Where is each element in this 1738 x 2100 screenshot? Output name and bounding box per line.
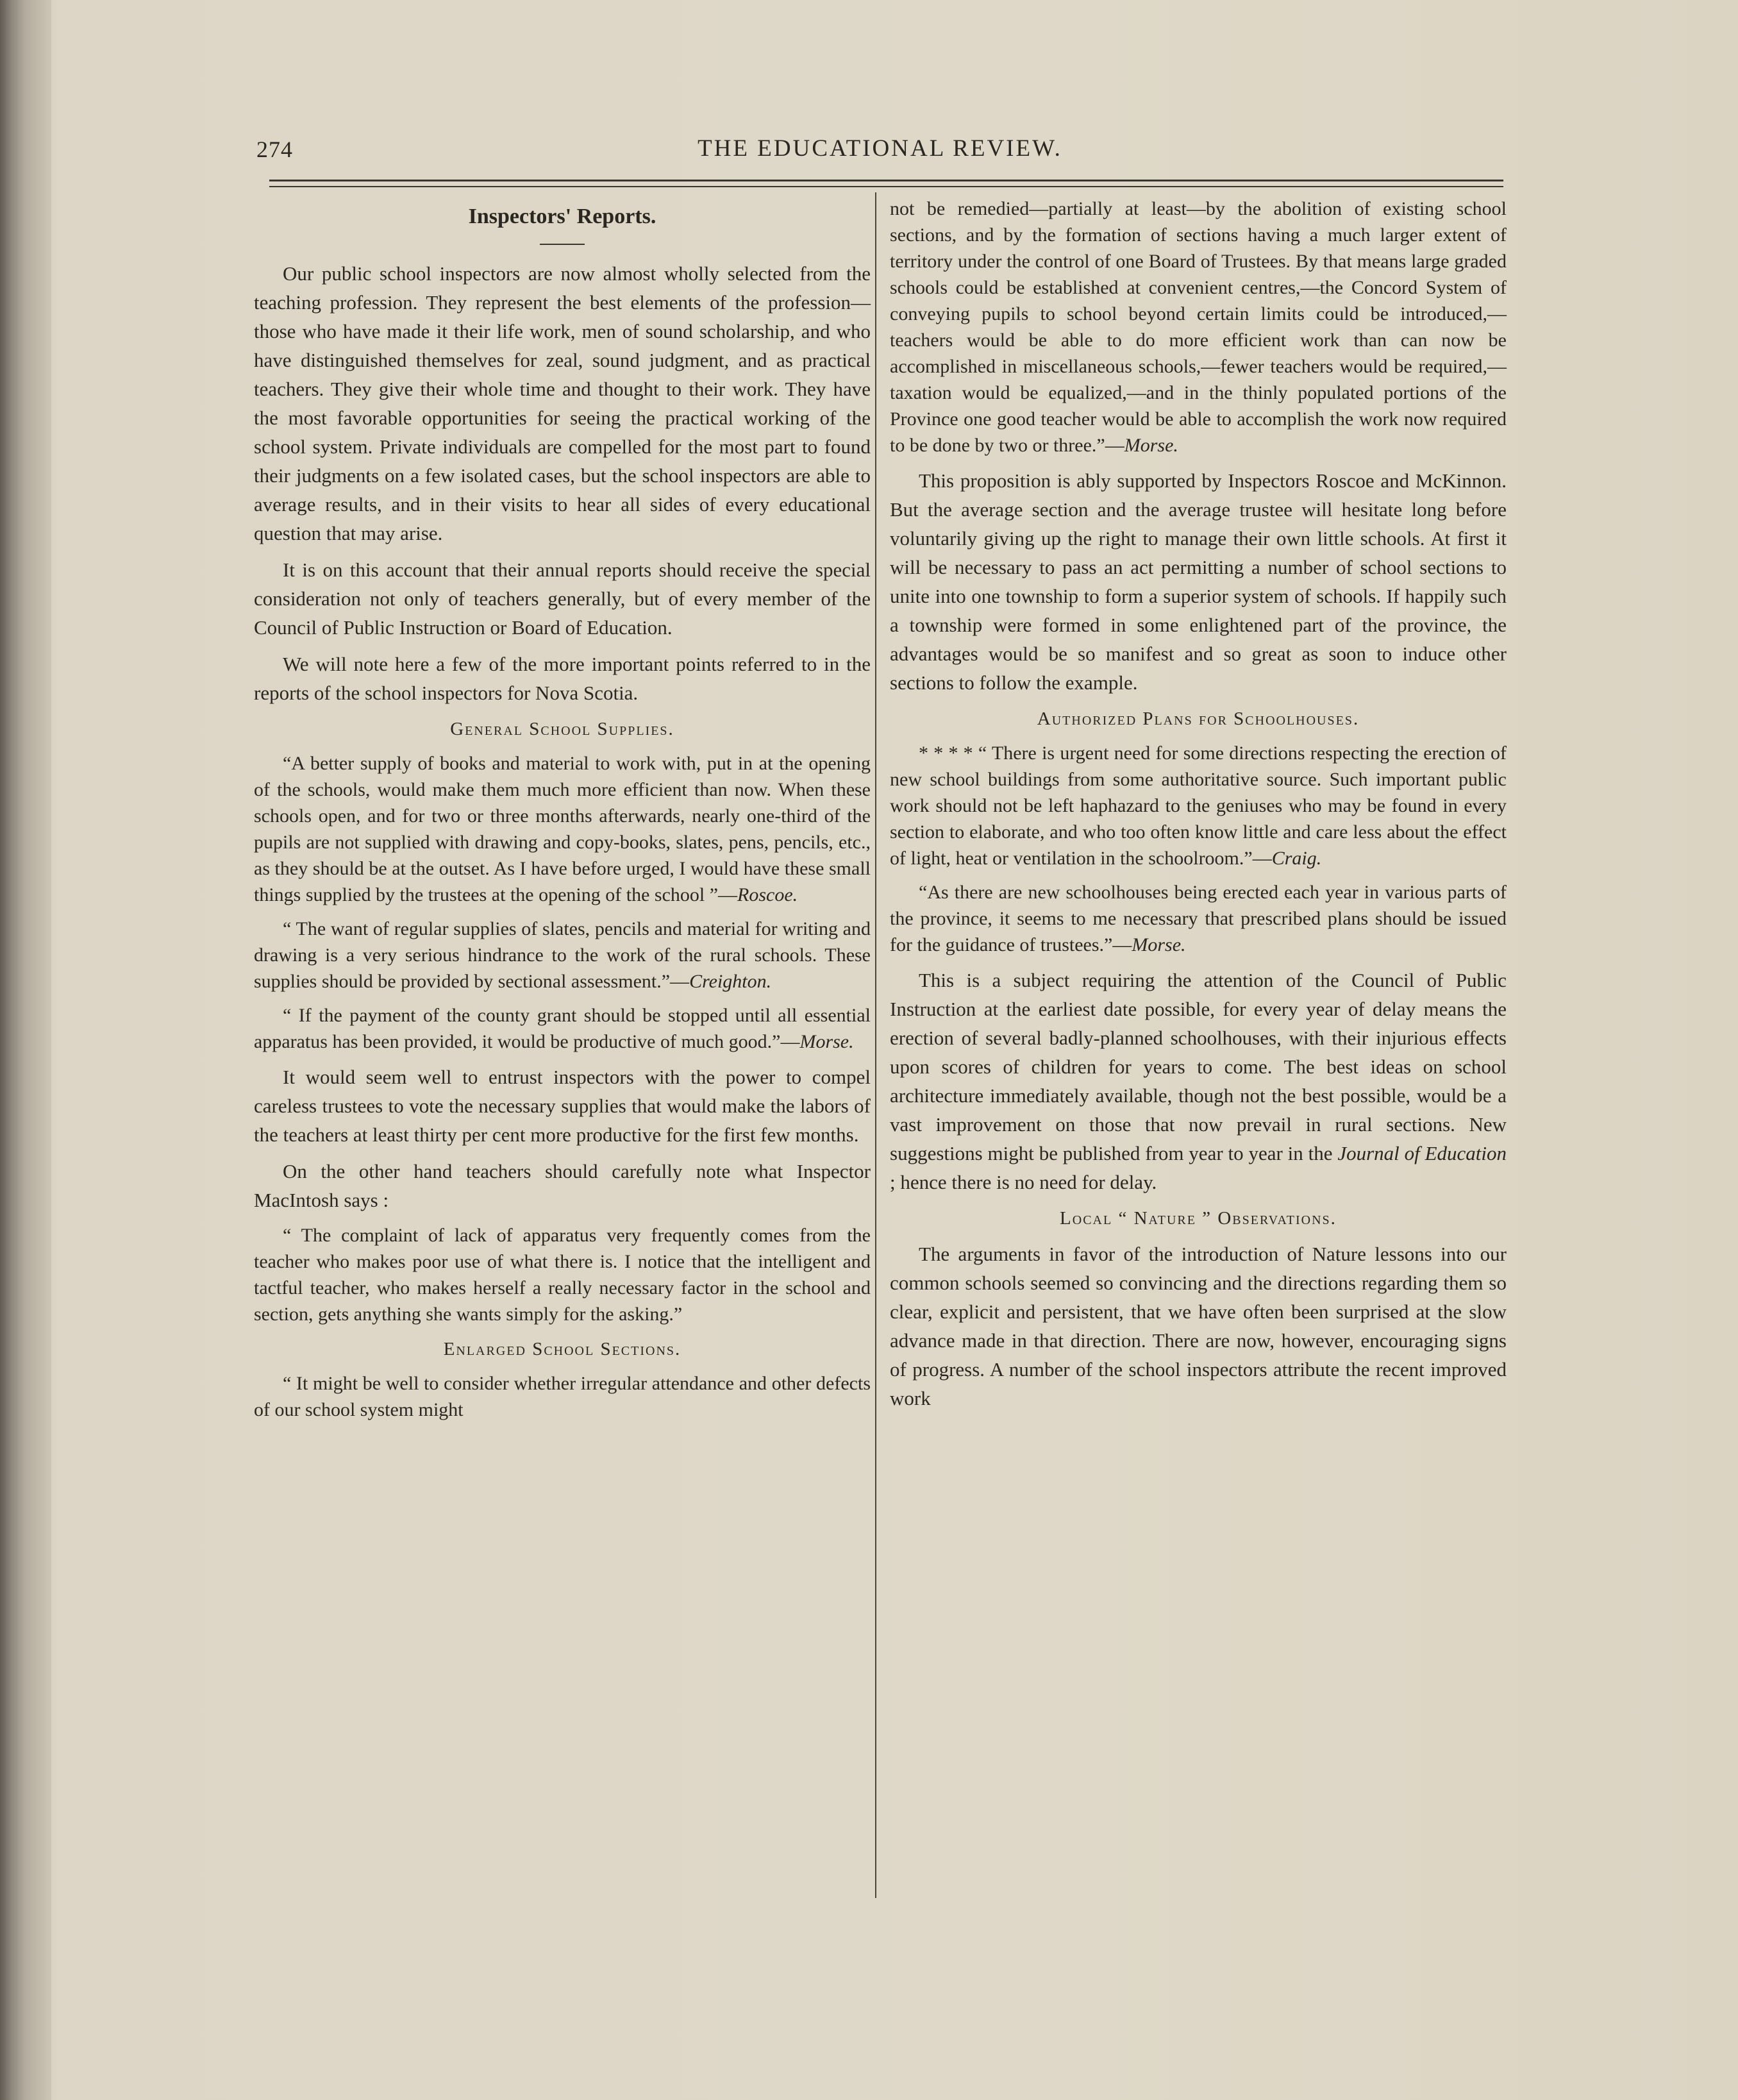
journal-of-education: Journal of Education — [1337, 1142, 1507, 1164]
paragraph-annual-reports: It is on this account that their annual reports should receive the special consideration not only of teachers generally, but of every member of the Council of Public Instruction or Board of Education. — [254, 559, 871, 639]
page-header — [256, 128, 1503, 173]
heading-authorized-plans: Authorized Plans for Schoolhouses. — [1037, 709, 1360, 729]
quote-morse-sections-continued — [890, 196, 1507, 458]
right-column — [890, 196, 1507, 1895]
quote-morse-grant — [254, 1002, 871, 1055]
left-column — [254, 196, 871, 1895]
quote-morse-sections-start: “ It might be well to consider whether irregular attendance and other defects of our school system might — [254, 1373, 871, 1420]
paragraph-entrust-inspectors: It would seem well to entrust inspectors with the power to compel careless trustees to vote the necessary supplies that would make the labors of the teachers at least thirty per cent more productive for the first few months. — [254, 1066, 871, 1146]
paragraph-council-text: This is a subject requiring the attention of the Council of Public Instruction at the earliest date possible, for every year of delay means the erection of several badly-planned schoolhouses, with their injurious effects upon scores of children for years to come. The best ideas on school architecture immediately available, though not the best possible, would be a vast improvement on those that now prevail in rural sections. New suggestions might be published from year to year in the — [890, 969, 1507, 1164]
quote-morse-sections-text: not be remedied—partially at least—by the abolition of existing school sections, and by the formation of sections having a much larger extent of territory under the control of one Board of Trustees. By that means large graded schools could be established at convenient centres,—the Concord System of conveying pupils to school beyond certain limits could be introduced,—teachers would be able to do more efficient work than can now be accomplished in miscellaneous schools,—fewer teachers would be required,—taxation would be equalized,—and in the thinly populated portions of the Province one good teacher would be able to accomplish the work now required to be done by two or three.”— — [890, 198, 1507, 456]
paragraph-proposition: This proposition is ably supported by Inspectors Roscoe and McKinnon. But the average section and the average trustee will hesitate long before voluntarily giving up the right to manage their own little schools. At first it will be necessary to pass an act permitting a number of school sections to unite into one township to form a superior system of schools. If happily such a township were formed in some enlightened part of the province, the advantages would be so manifest and so great as soon to induce other sections to follow the example. — [890, 469, 1507, 694]
quote-morse-grant-text: “ If the payment of the county grant should be stopped until all essential apparatus has been provided, it would be productive of much good.”— — [254, 1005, 871, 1052]
paragraph-points: We will note here a few of the more important points referred to in the reports of the school inspectors for Nova Scotia. — [254, 653, 871, 704]
quote-morse-grant-author: Morse. — [799, 1031, 854, 1052]
heading-general-school-supplies: General School Supplies. — [450, 719, 674, 739]
heading-nature-observations: Local “ Nature ” Observations. — [1060, 1208, 1337, 1229]
quote-creighton — [254, 916, 871, 995]
header-rule-top — [269, 180, 1503, 181]
quote-craig-text: * * * * “ There is urgent need for some directions respecting the erection of new school buildings from some authoritative source. Such important public work should not be left haphazard to the geniuses who may be found in every section to elaborate, and who too often know little and care less about the effect of light, heat or ventilation in the schoolroom.”— — [890, 743, 1507, 869]
quote-craig — [890, 740, 1507, 871]
title-divider — [540, 244, 585, 245]
quote-creighton-author: Creighton. — [689, 971, 772, 992]
quote-morse-plans-text: “As there are new schoolhouses being erected each year in various parts of the province, it seems to me necessary that prescribed plans should be issued for the guidance of trustees.”— — [890, 882, 1507, 955]
quote-macintosh: “ The complaint of lack of apparatus very frequently comes from the teacher who makes poor use of what there is. I notice that the intelligent and tactful teacher, who makes herself a really necessary factor in the school and section, gets anything she wants simply for the asking.” — [254, 1225, 871, 1325]
paragraph-nature-lessons: The arguments in favor of the introduction of Nature lessons into our common schools seemed so convincing and the directions regarding them so clear, explicit and persistent, that we have often been surprised at the slow advance made in that direction. There are now, however, encouraging signs of progress. A number of the school inspectors attribute the recent improved work — [890, 1243, 1507, 1409]
running-title: THE EDUCATIONAL REVIEW. — [698, 135, 1062, 162]
column-divider — [875, 192, 876, 1898]
quote-roscoe-text: “A better supply of books and material to work with, put in at the opening of the schools, would make them much more efficient than now. When these schools open, and for two or three months afterwards, nearly one-third of the pupils are not supplied with drawing and copy-books, slates, pens, pencils, etc., as they should be at the outset. As I have before urged, I would have these small things supplied by the trustees at the opening of the school ”— — [254, 753, 871, 905]
quote-creighton-text: “ The want of regular supplies of slates, pencils and material for writing and drawing is a very serious hindrance to the work of the rural schools. These supplies should be provided by sectional assessment.”— — [254, 918, 871, 992]
quote-craig-author: Craig. — [1271, 848, 1322, 869]
quote-morse-sections-author: Morse. — [1124, 435, 1178, 456]
article-title: Inspectors' Reports. — [468, 205, 656, 228]
paragraph-council-end: ; hence there is no need for delay. — [890, 1171, 1157, 1193]
book-binding-edge — [0, 0, 51, 2100]
paragraph-macintosh: On the other hand teachers should carefully note what Inspector MacIntosh says : — [254, 1160, 871, 1211]
quote-roscoe — [254, 750, 871, 908]
page-number: 274 — [256, 137, 293, 162]
paragraph-intro: Our public school inspectors are now almost wholly selected from the teaching profession. They represent the best elements of the profession—those who have made it their life work, men of sound scholarship, and who have distinguished themselves for zeal, sound judgment, and as practical teachers. They give their whole time and thought to their work. They have the most favorable opportunities for seeing the practical working of the school system. Private individuals are compelled for the most part to found their judgments on a few isolated cases, but the school inspectors are able to average results, and in their visits to hear all sides of every educational question that may arise. — [254, 262, 871, 544]
quote-morse-plans-author: Morse. — [1132, 934, 1186, 955]
quote-roscoe-author: Roscoe. — [737, 884, 798, 905]
header-rule-bottom — [269, 186, 1503, 187]
paragraph-council-attention — [890, 966, 1507, 1197]
quote-morse-plans — [890, 879, 1507, 958]
heading-enlarged-school-sections: Enlarged School Sections. — [443, 1339, 681, 1359]
